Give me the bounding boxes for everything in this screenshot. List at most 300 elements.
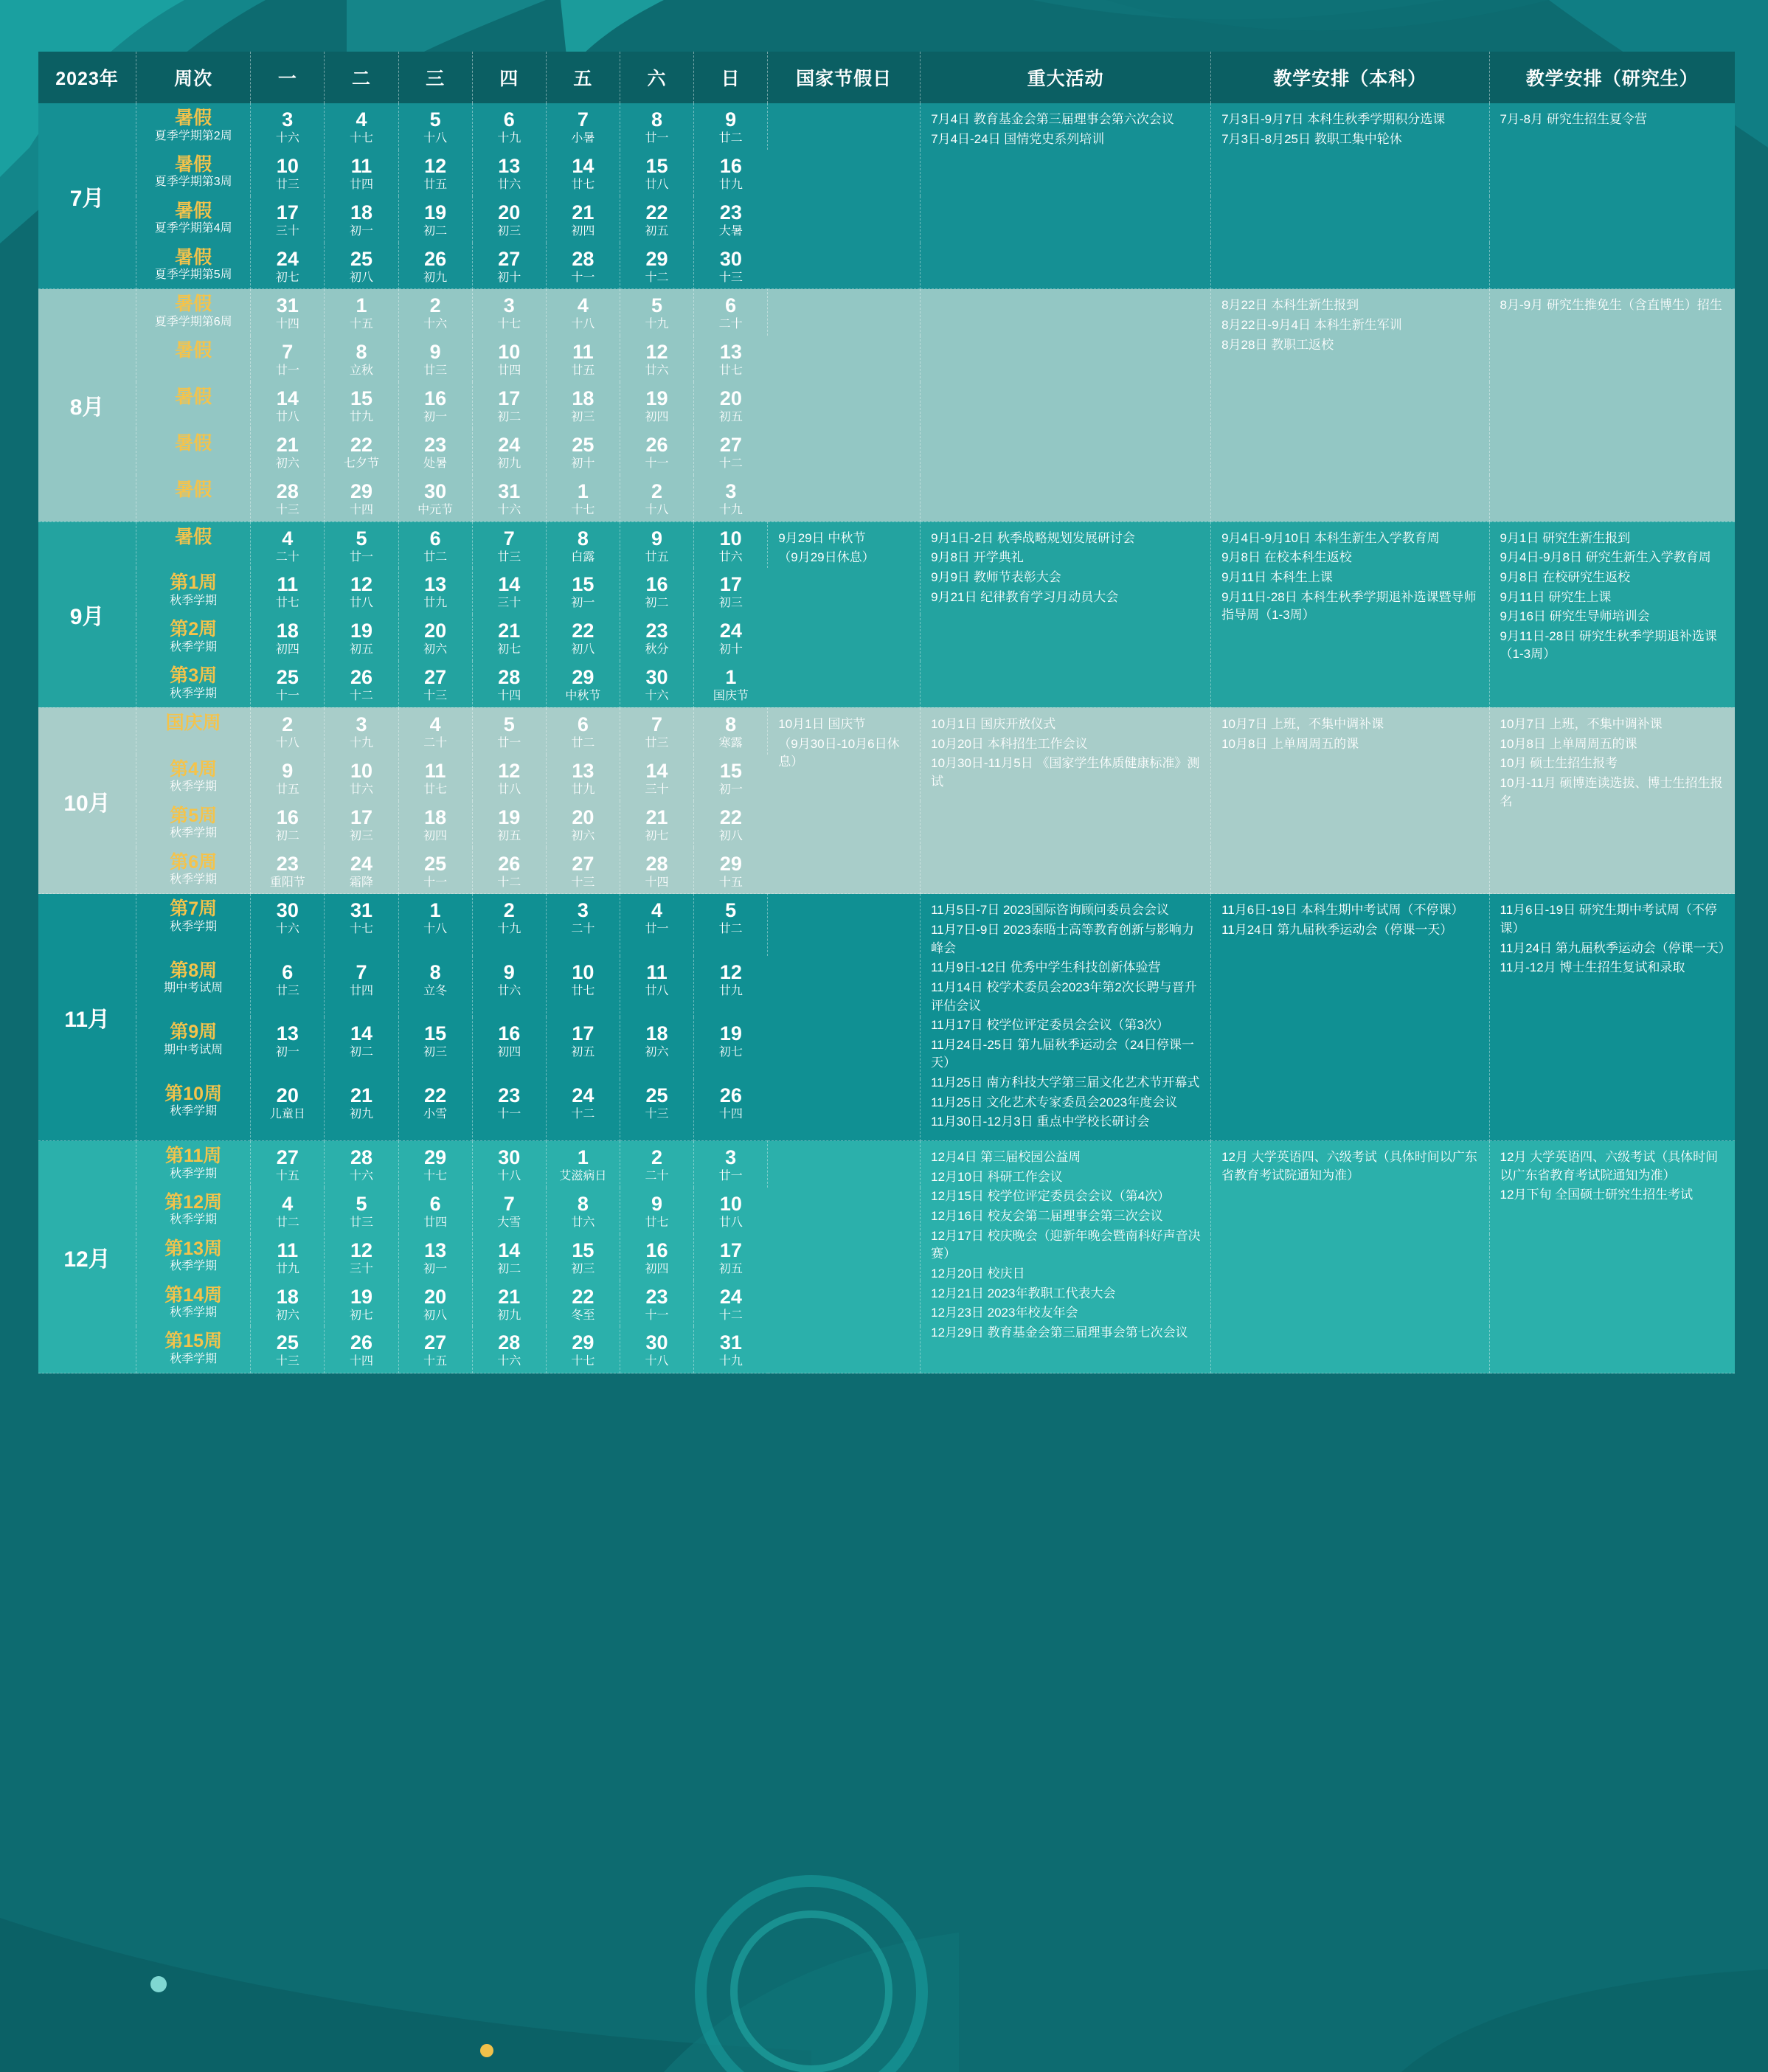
day-cell[interactable] xyxy=(546,1079,620,1141)
day-number: 28 xyxy=(498,666,521,689)
month-label-6: 12月 xyxy=(38,1141,136,1373)
week-subtitle: 秋季学期 xyxy=(170,1105,218,1118)
day-cell[interactable] xyxy=(251,614,325,661)
day-cell[interactable] xyxy=(325,429,398,475)
day-number: 10 xyxy=(276,154,299,177)
day-lunar: 十三 xyxy=(571,876,595,889)
day-cell[interactable] xyxy=(472,475,546,522)
day-cell[interactable] xyxy=(398,382,472,429)
day-cell[interactable] xyxy=(398,243,472,289)
day-number: 12 xyxy=(350,1238,372,1261)
day-cell[interactable] xyxy=(325,1234,398,1281)
day-lunar: 廿五 xyxy=(645,550,669,564)
day-cell[interactable] xyxy=(472,801,546,848)
day-lunar: 十三 xyxy=(275,1355,299,1368)
col-thu: 四 xyxy=(472,52,546,103)
week-label xyxy=(136,956,251,1017)
day-cell[interactable] xyxy=(472,1017,546,1078)
day-number: 22 xyxy=(350,433,372,456)
day-number: 13 xyxy=(719,341,742,364)
day-cell[interactable] xyxy=(694,336,768,382)
day-cell[interactable] xyxy=(546,894,620,956)
day-number: 8 xyxy=(356,341,367,364)
day-lunar: 十九 xyxy=(645,318,669,331)
day-cell[interactable] xyxy=(398,1234,472,1281)
day-cell[interactable] xyxy=(472,1281,546,1327)
day-cell[interactable] xyxy=(251,1079,325,1141)
day-cell[interactable] xyxy=(325,848,398,894)
info-line: 11月9日-12日 优秀中学生科技创新体验营 xyxy=(931,960,1161,975)
day-lunar: 十一 xyxy=(645,457,669,470)
day-cell[interactable] xyxy=(398,1141,472,1188)
day-number: 28 xyxy=(350,1146,372,1169)
day-cell[interactable] xyxy=(620,707,693,754)
day-cell[interactable] xyxy=(546,336,620,382)
day-cell[interactable] xyxy=(398,614,472,661)
week-name: 第11周 xyxy=(164,1146,222,1167)
day-cell[interactable] xyxy=(472,755,546,801)
day-cell[interactable] xyxy=(694,1326,768,1373)
day-cell[interactable] xyxy=(546,1326,620,1373)
day-cell[interactable] xyxy=(251,1281,325,1327)
info-line: 10月30日-11月5日 《国家学生体质健康标准》测试 xyxy=(931,756,1200,789)
day-number: 13 xyxy=(276,1022,299,1045)
day-cell[interactable] xyxy=(251,755,325,801)
day-lunar: 廿三 xyxy=(275,984,299,997)
day-cell[interactable] xyxy=(694,614,768,661)
day-cell[interactable] xyxy=(472,289,546,336)
day-cell[interactable] xyxy=(398,150,472,196)
day-cell[interactable] xyxy=(694,289,768,336)
day-cell[interactable] xyxy=(472,848,546,894)
week-subtitle: 秋季学期 xyxy=(170,640,218,654)
day-cell[interactable] xyxy=(620,1079,693,1141)
day-cell[interactable] xyxy=(398,1188,472,1234)
day-cell[interactable] xyxy=(620,196,693,243)
day-cell[interactable] xyxy=(251,956,325,1017)
day-cell[interactable] xyxy=(694,103,768,150)
day-cell[interactable] xyxy=(472,522,546,568)
day-lunar: 小雪 xyxy=(423,1107,448,1120)
day-cell[interactable] xyxy=(694,522,768,568)
day-cell[interactable] xyxy=(620,1141,693,1188)
info-line: 11月-12月 博士生招生复试和录取 xyxy=(1500,960,1685,975)
day-lunar: 廿八 xyxy=(645,984,669,997)
day-cell[interactable] xyxy=(620,614,693,661)
day-cell[interactable] xyxy=(694,801,768,848)
day-cell[interactable] xyxy=(546,568,620,614)
day-cell[interactable] xyxy=(694,1234,768,1281)
info-line: 9月8日 在校本科生返校 xyxy=(1221,550,1352,565)
day-cell[interactable] xyxy=(325,568,398,614)
day-cell[interactable] xyxy=(325,894,398,956)
day-cell[interactable] xyxy=(620,289,693,336)
day-cell[interactable] xyxy=(251,848,325,894)
day-cell[interactable] xyxy=(620,1281,693,1327)
day-cell[interactable] xyxy=(620,1017,693,1078)
week-subtitle: 秋季学期 xyxy=(170,687,218,700)
day-cell[interactable] xyxy=(472,103,546,150)
day-cell[interactable] xyxy=(398,568,472,614)
day-cell[interactable] xyxy=(251,475,325,522)
day-number: 11 xyxy=(646,960,668,983)
day-cell[interactable] xyxy=(472,429,546,475)
day-number: 7 xyxy=(651,713,663,735)
day-cell[interactable] xyxy=(398,755,472,801)
day-cell[interactable] xyxy=(694,1281,768,1327)
day-number: 21 xyxy=(572,201,594,224)
day-number: 31 xyxy=(350,899,372,922)
day-cell[interactable] xyxy=(251,522,325,568)
day-cell[interactable] xyxy=(620,243,693,289)
day-lunar: 廿五 xyxy=(275,783,299,796)
day-cell[interactable] xyxy=(620,1326,693,1373)
day-cell[interactable] xyxy=(398,336,472,382)
day-number: 2 xyxy=(651,479,663,502)
day-lunar: 艾滋病日 xyxy=(559,1170,607,1183)
week-subtitle: 夏季学期第2周 xyxy=(154,129,232,142)
day-cell[interactable] xyxy=(546,661,620,707)
day-cell[interactable] xyxy=(325,1326,398,1373)
day-lunar: 初七 xyxy=(718,1046,743,1059)
day-cell[interactable] xyxy=(325,103,398,150)
day-cell[interactable] xyxy=(694,1079,768,1141)
day-cell[interactable] xyxy=(251,1017,325,1078)
day-cell[interactable] xyxy=(325,1079,398,1141)
day-cell[interactable] xyxy=(546,1281,620,1327)
day-cell[interactable] xyxy=(325,801,398,848)
week-label xyxy=(136,1017,251,1078)
day-cell[interactable] xyxy=(694,475,768,522)
day-cell[interactable] xyxy=(398,707,472,754)
day-cell[interactable] xyxy=(398,1281,472,1327)
day-cell[interactable] xyxy=(251,1141,325,1188)
day-cell[interactable] xyxy=(398,1079,472,1141)
day-lunar: 初二 xyxy=(423,224,448,238)
day-cell[interactable] xyxy=(251,382,325,429)
day-number: 7 xyxy=(282,341,294,364)
day-cell[interactable] xyxy=(546,150,620,196)
day-cell[interactable] xyxy=(325,522,398,568)
day-cell[interactable] xyxy=(472,1234,546,1281)
day-cell[interactable] xyxy=(694,429,768,475)
day-cell[interactable] xyxy=(398,894,472,956)
calendar-week-row xyxy=(38,289,1735,336)
day-cell[interactable] xyxy=(325,196,398,243)
day-cell[interactable] xyxy=(620,661,693,707)
day-cell[interactable] xyxy=(251,196,325,243)
day-cell[interactable] xyxy=(694,1141,768,1188)
day-cell[interactable] xyxy=(398,475,472,522)
day-number: 23 xyxy=(498,1084,521,1106)
day-number: 13 xyxy=(424,573,447,596)
day-cell[interactable] xyxy=(472,196,546,243)
week-label xyxy=(136,1234,251,1281)
day-lunar: 十二 xyxy=(718,1309,743,1322)
day-cell[interactable] xyxy=(472,336,546,382)
info-line: 11月14日 校学术委员会2023年第2次长聘与晋升评估会议 xyxy=(931,980,1197,1013)
day-number: 15 xyxy=(645,154,668,177)
day-cell[interactable] xyxy=(620,755,693,801)
info-line: 11月24日 第九届秋季运动会（停课一天） xyxy=(1500,940,1731,955)
day-number: 31 xyxy=(276,294,299,317)
day-cell[interactable] xyxy=(546,848,620,894)
day-cell[interactable] xyxy=(694,707,768,754)
day-cell[interactable] xyxy=(472,956,546,1017)
day-cell[interactable] xyxy=(620,429,693,475)
info-line: 9月11日-28日 研究生秋季学期退补选课（1-3周） xyxy=(1500,628,1717,662)
day-cell[interactable] xyxy=(546,103,620,150)
day-cell[interactable] xyxy=(546,522,620,568)
day-cell[interactable] xyxy=(472,150,546,196)
day-cell[interactable] xyxy=(472,1188,546,1234)
day-number: 26 xyxy=(498,852,521,875)
day-number: 7 xyxy=(503,1192,515,1215)
day-cell[interactable] xyxy=(620,103,693,150)
week-subtitle xyxy=(137,361,249,378)
day-cell[interactable] xyxy=(325,289,398,336)
day-cell[interactable] xyxy=(620,894,693,956)
day-cell[interactable] xyxy=(251,801,325,848)
day-cell[interactable] xyxy=(251,568,325,614)
day-cell[interactable] xyxy=(546,382,620,429)
info-line: 9月8日 在校研究生返校 xyxy=(1500,569,1631,584)
day-cell[interactable] xyxy=(398,289,472,336)
info-line: 10月1日 国庆节 xyxy=(778,716,866,731)
day-cell[interactable] xyxy=(546,1141,620,1188)
week-subtitle: 秋季学期 xyxy=(170,780,218,794)
col-year: 2023年 xyxy=(38,52,136,103)
day-cell[interactable] xyxy=(398,1017,472,1078)
day-lunar: 初三 xyxy=(718,597,743,610)
day-cell[interactable] xyxy=(251,1234,325,1281)
day-number: 16 xyxy=(719,154,742,177)
week-subtitle: 夏季学期第4周 xyxy=(154,222,232,235)
week-label xyxy=(136,289,251,336)
day-cell[interactable] xyxy=(325,336,398,382)
day-cell[interactable] xyxy=(546,1234,620,1281)
day-cell[interactable] xyxy=(251,243,325,289)
teaching-graduate-cell xyxy=(1489,289,1735,522)
day-cell[interactable] xyxy=(694,848,768,894)
day-number: 1 xyxy=(356,294,367,317)
day-cell[interactable] xyxy=(251,103,325,150)
day-cell[interactable] xyxy=(325,707,398,754)
day-cell[interactable] xyxy=(546,196,620,243)
day-lunar: 十五 xyxy=(718,876,743,889)
day-cell[interactable] xyxy=(546,801,620,848)
day-cell[interactable] xyxy=(325,1281,398,1327)
day-cell[interactable] xyxy=(620,1188,693,1234)
day-number: 23 xyxy=(645,620,668,642)
day-cell[interactable] xyxy=(472,894,546,956)
day-cell[interactable] xyxy=(546,429,620,475)
day-cell[interactable] xyxy=(546,1017,620,1078)
info-line: 7月3日-8月25日 教职工集中轮休 xyxy=(1221,131,1402,146)
day-number: 23 xyxy=(645,1285,668,1308)
day-cell[interactable] xyxy=(620,1234,693,1281)
day-lunar: 廿八 xyxy=(275,411,299,424)
day-number: 7 xyxy=(577,108,589,131)
day-cell[interactable] xyxy=(620,848,693,894)
week-subtitle xyxy=(137,547,249,564)
day-cell[interactable] xyxy=(251,707,325,754)
day-cell[interactable] xyxy=(620,801,693,848)
day-cell[interactable] xyxy=(398,1326,472,1373)
day-cell[interactable] xyxy=(398,103,472,150)
day-cell[interactable] xyxy=(325,382,398,429)
day-cell[interactable] xyxy=(398,429,472,475)
day-lunar: 十一 xyxy=(275,690,299,703)
day-cell[interactable] xyxy=(694,568,768,614)
day-cell[interactable] xyxy=(325,475,398,522)
day-cell[interactable] xyxy=(251,661,325,707)
week-name: 暑假 xyxy=(175,294,212,315)
info-line: 8月-9月 研究生推免生（含直博生）招生 xyxy=(1500,298,1722,313)
day-cell[interactable] xyxy=(694,755,768,801)
day-cell[interactable] xyxy=(546,707,620,754)
day-number: 23 xyxy=(719,201,742,224)
day-number: 23 xyxy=(276,852,299,875)
calendar-body xyxy=(38,103,1735,1373)
day-number: 14 xyxy=(276,387,299,410)
day-cell[interactable] xyxy=(251,1188,325,1234)
day-number: 8 xyxy=(577,1192,589,1215)
day-cell[interactable] xyxy=(472,614,546,661)
day-cell[interactable] xyxy=(325,1188,398,1234)
day-cell[interactable] xyxy=(694,1017,768,1078)
week-name: 暑假 xyxy=(175,153,212,175)
day-cell[interactable] xyxy=(472,1326,546,1373)
day-lunar: 初五 xyxy=(497,829,521,842)
day-number: 30 xyxy=(719,247,742,270)
day-cell[interactable] xyxy=(251,1326,325,1373)
day-cell[interactable] xyxy=(325,956,398,1017)
day-cell[interactable] xyxy=(546,755,620,801)
day-cell[interactable] xyxy=(472,568,546,614)
day-cell[interactable] xyxy=(398,661,472,707)
day-cell[interactable] xyxy=(398,956,472,1017)
day-lunar: 二十 xyxy=(571,923,595,936)
day-cell[interactable] xyxy=(694,196,768,243)
day-cell[interactable] xyxy=(398,801,472,848)
day-number: 29 xyxy=(572,1331,594,1354)
day-lunar: 初四 xyxy=(497,1046,521,1059)
day-cell[interactable] xyxy=(325,150,398,196)
day-cell[interactable] xyxy=(694,150,768,196)
day-cell[interactable] xyxy=(694,894,768,956)
day-lunar: 初六 xyxy=(571,829,595,842)
day-cell[interactable] xyxy=(325,1017,398,1078)
day-cell[interactable] xyxy=(546,956,620,1017)
day-cell[interactable] xyxy=(472,1079,546,1141)
day-cell[interactable] xyxy=(325,243,398,289)
day-number: 10 xyxy=(498,341,521,364)
day-lunar: 廿二 xyxy=(718,923,743,936)
day-cell[interactable] xyxy=(546,289,620,336)
week-subtitle: 秋季学期 xyxy=(170,920,218,933)
day-cell[interactable] xyxy=(546,475,620,522)
day-cell[interactable] xyxy=(546,243,620,289)
col-teaching-undergrad: 教学安排（本科） xyxy=(1211,52,1489,103)
week-label xyxy=(136,475,251,522)
day-cell[interactable] xyxy=(620,568,693,614)
day-cell[interactable] xyxy=(694,382,768,429)
day-lunar: 十五 xyxy=(423,1355,448,1368)
day-cell[interactable] xyxy=(694,956,768,1017)
day-lunar: 初二 xyxy=(275,829,299,842)
info-line: 9月1日-2日 秋季战略规划发展研讨会 xyxy=(931,530,1135,545)
info-line: 7月3日-9月7日 本科生秋季学期积分选课 xyxy=(1221,112,1446,126)
day-cell[interactable] xyxy=(472,707,546,754)
day-number: 20 xyxy=(498,201,521,224)
day-lunar: 十三 xyxy=(423,690,448,703)
day-cell[interactable] xyxy=(325,614,398,661)
day-cell[interactable] xyxy=(251,429,325,475)
day-lunar: 初五 xyxy=(718,1262,743,1275)
day-cell[interactable] xyxy=(694,661,768,707)
day-number: 19 xyxy=(719,1022,742,1045)
day-cell[interactable] xyxy=(398,522,472,568)
day-cell[interactable] xyxy=(694,243,768,289)
day-cell[interactable] xyxy=(620,382,693,429)
day-lunar: 廿四 xyxy=(423,1216,448,1229)
day-lunar: 廿四 xyxy=(497,364,521,378)
day-cell[interactable] xyxy=(325,755,398,801)
day-cell[interactable] xyxy=(472,1141,546,1188)
week-subtitle: 秋季学期 xyxy=(170,1352,218,1365)
day-lunar: 初十 xyxy=(497,271,521,284)
day-number: 2 xyxy=(429,294,441,317)
week-label xyxy=(136,661,251,707)
day-lunar: 初十 xyxy=(718,643,743,656)
day-number: 24 xyxy=(498,433,521,456)
day-cell[interactable] xyxy=(620,475,693,522)
day-cell[interactable] xyxy=(620,956,693,1017)
day-cell[interactable] xyxy=(398,848,472,894)
day-cell[interactable] xyxy=(251,150,325,196)
day-cell[interactable] xyxy=(620,336,693,382)
info-line: 8月22日-9月4日 本科生新生军训 xyxy=(1221,318,1402,333)
day-cell[interactable] xyxy=(620,522,693,568)
day-cell[interactable] xyxy=(472,382,546,429)
day-number: 13 xyxy=(424,1238,447,1261)
info-line: 12月下旬 全国硕士研究生招生考试 xyxy=(1500,1188,1694,1202)
day-lunar: 十一 xyxy=(423,876,448,889)
table-header-row xyxy=(38,52,1735,103)
week-name: 暑假 xyxy=(175,479,212,500)
day-cell[interactable] xyxy=(251,289,325,336)
day-cell[interactable] xyxy=(251,336,325,382)
day-cell[interactable] xyxy=(546,1188,620,1234)
day-number: 12 xyxy=(719,960,742,983)
day-cell[interactable] xyxy=(251,894,325,956)
academic-calendar-table xyxy=(38,52,1735,1373)
day-cell[interactable] xyxy=(694,1188,768,1234)
day-lunar: 十六 xyxy=(497,503,521,516)
day-lunar: 初四 xyxy=(645,1262,669,1275)
day-cell[interactable] xyxy=(325,1141,398,1188)
info-line: 11月6日-19日 本科生期中考试周（不停课） xyxy=(1221,903,1464,918)
info-line: 12月29日 教育基金会第三届理事会第七次会议 xyxy=(931,1325,1188,1340)
day-cell[interactable] xyxy=(546,614,620,661)
day-cell[interactable] xyxy=(398,196,472,243)
day-cell[interactable] xyxy=(620,150,693,196)
info-line: 12月4日 第三届校园公益周 xyxy=(931,1150,1081,1165)
day-cell[interactable] xyxy=(472,661,546,707)
day-cell[interactable] xyxy=(325,661,398,707)
day-cell[interactable] xyxy=(472,243,546,289)
